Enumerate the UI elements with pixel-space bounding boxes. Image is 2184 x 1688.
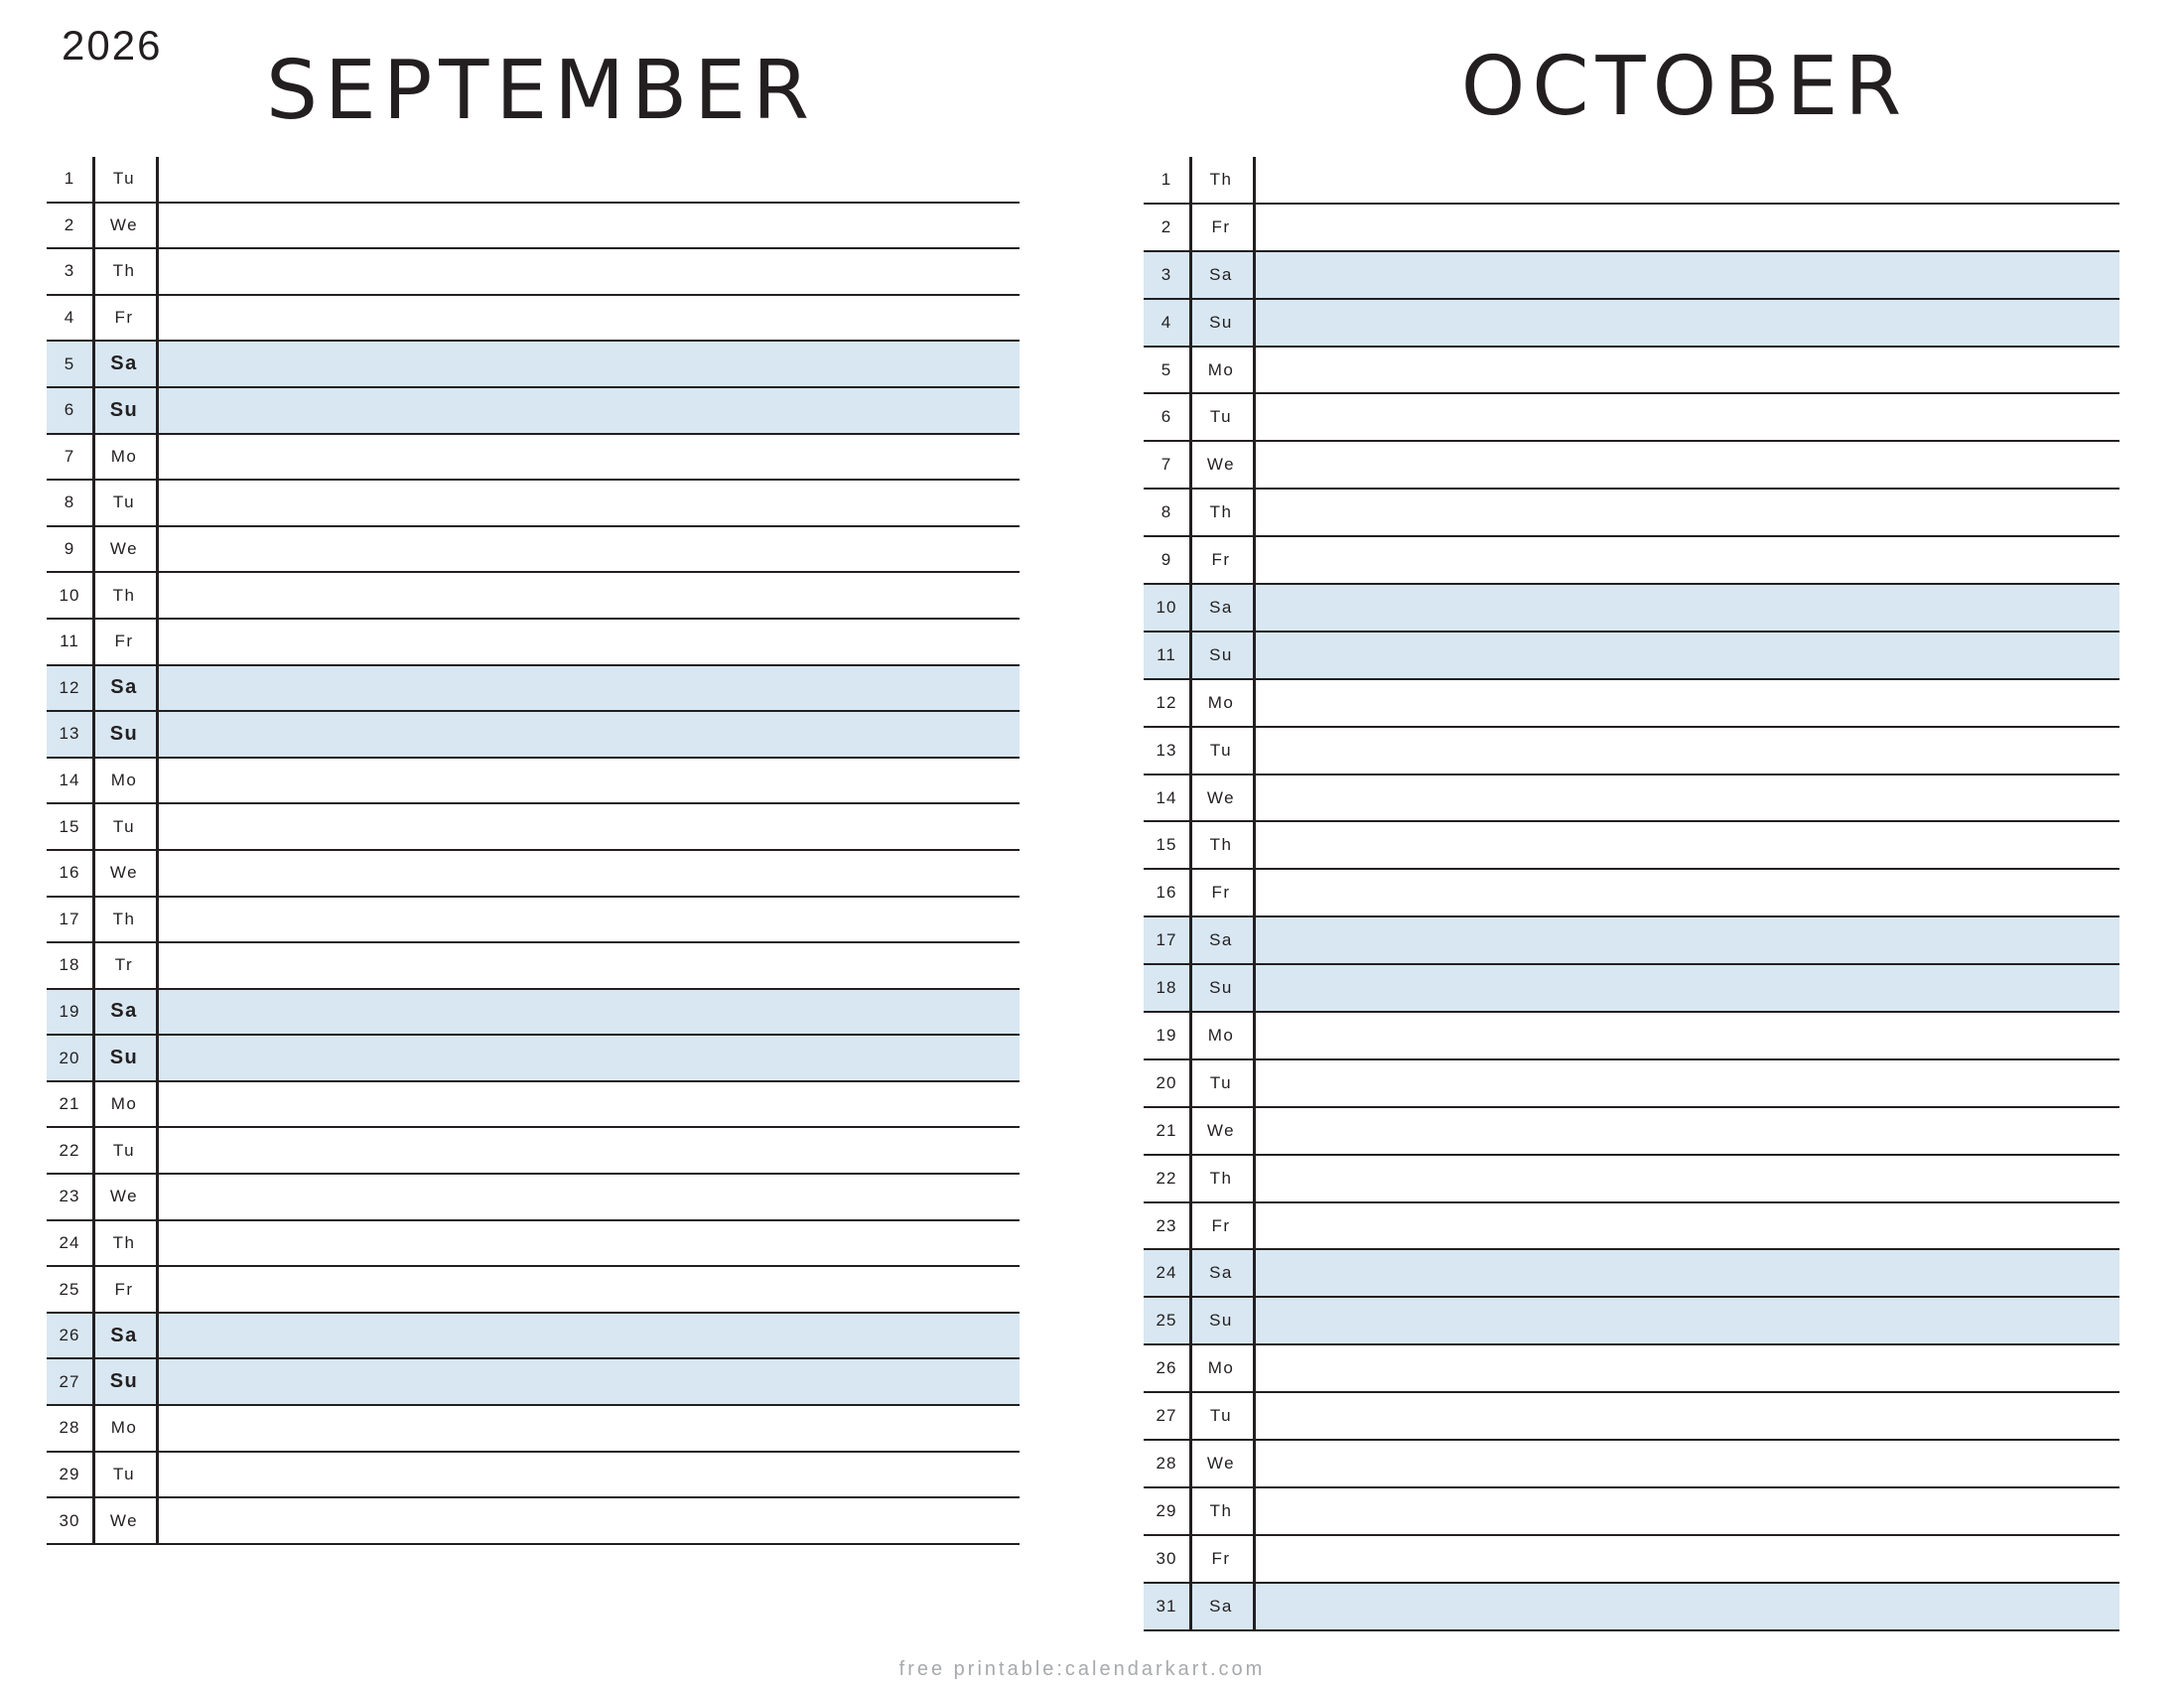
day-row[interactable] xyxy=(1144,1584,2119,1631)
day-number: 7 xyxy=(1160,455,1172,475)
day-number: 15 xyxy=(1156,835,1177,855)
day-of-week: Tu xyxy=(112,492,136,512)
notes-area[interactable] xyxy=(159,296,1020,341)
notes-area[interactable] xyxy=(159,388,1020,433)
day-of-week: Th xyxy=(112,909,136,928)
day-number: 11 xyxy=(60,632,79,651)
notes-area[interactable] xyxy=(1256,680,2119,726)
day-row[interactable] xyxy=(1144,1108,2119,1156)
day-of-week: We xyxy=(109,539,139,559)
month-title-september: SEPTEMBER xyxy=(266,44,816,138)
day-number: 5 xyxy=(64,353,75,373)
day-of-week: Tu xyxy=(112,1464,136,1483)
day-number: 29 xyxy=(59,1464,80,1483)
day-number: 6 xyxy=(1160,407,1172,427)
day-row[interactable] xyxy=(1144,585,2119,633)
day-of-week: Sa xyxy=(110,1324,138,1346)
day-number: 2 xyxy=(1160,216,1172,236)
notes-area[interactable] xyxy=(159,435,1020,480)
day-number: 4 xyxy=(1160,312,1172,332)
day-number: 21 xyxy=(59,1094,80,1114)
day-of-week: Fr xyxy=(114,1279,134,1299)
day-of-week: Su xyxy=(1209,644,1233,664)
day-row[interactable] xyxy=(47,759,1020,805)
day-of-week: Tu xyxy=(1209,740,1233,760)
day-row[interactable] xyxy=(1144,1203,2119,1251)
day-row[interactable] xyxy=(47,1221,1020,1268)
day-row[interactable] xyxy=(47,1359,1020,1406)
day-row[interactable] xyxy=(1144,157,2119,205)
day-of-week: Th xyxy=(112,1232,136,1252)
day-of-week: We xyxy=(1206,1453,1236,1473)
day-row[interactable] xyxy=(47,1498,1020,1545)
day-number: 26 xyxy=(59,1326,80,1345)
day-of-week: Fr xyxy=(1211,883,1231,903)
day-of-week: Th xyxy=(112,261,136,281)
day-number: 8 xyxy=(1160,502,1172,522)
day-of-week: Tu xyxy=(1209,1072,1233,1092)
day-row[interactable] xyxy=(47,1267,1020,1314)
day-number: 3 xyxy=(64,261,75,281)
notes-area[interactable] xyxy=(1256,965,2119,1011)
day-of-week: Fr xyxy=(114,308,134,328)
notes-area[interactable] xyxy=(159,712,1020,757)
day-number: 5 xyxy=(1160,359,1172,379)
notes-area[interactable] xyxy=(159,851,1020,896)
notes-area[interactable] xyxy=(159,481,1020,525)
day-row[interactable] xyxy=(1144,1393,2119,1441)
notes-area[interactable] xyxy=(159,1221,1020,1266)
day-number: 10 xyxy=(59,585,80,605)
day-number: 21 xyxy=(1156,1120,1177,1140)
day-number: 19 xyxy=(59,1001,80,1021)
day-of-week: Su xyxy=(109,722,139,745)
notes-area[interactable] xyxy=(1256,917,2119,963)
day-of-week: Sa xyxy=(1209,1596,1233,1616)
day-of-week: Sa xyxy=(1209,597,1233,617)
day-of-week: Su xyxy=(1209,1311,1233,1331)
day-of-week: Tu xyxy=(112,816,136,836)
day-of-week: Fr xyxy=(1211,216,1231,236)
day-number: 16 xyxy=(1156,883,1177,903)
day-number: 24 xyxy=(59,1232,80,1252)
notes-area[interactable] xyxy=(159,666,1020,711)
notes-area[interactable] xyxy=(1256,585,2119,631)
day-number: 2 xyxy=(64,214,75,234)
day-of-week: Tu xyxy=(112,169,136,189)
day-row[interactable] xyxy=(1144,1250,2119,1298)
day-number: 12 xyxy=(59,677,80,697)
day-number: 10 xyxy=(1156,597,1177,617)
notes-area[interactable] xyxy=(159,1082,1020,1127)
day-row[interactable] xyxy=(47,342,1020,388)
day-row[interactable] xyxy=(47,1082,1020,1129)
day-row[interactable] xyxy=(1144,917,2119,965)
day-of-week: Sa xyxy=(1209,1263,1233,1283)
month-grid-september xyxy=(47,157,1020,1545)
day-of-week: Mo xyxy=(1207,1025,1235,1045)
day-number: 26 xyxy=(1156,1358,1177,1378)
day-number: 6 xyxy=(64,400,75,420)
notes-area[interactable] xyxy=(1256,870,2119,915)
notes-area[interactable] xyxy=(1256,633,2119,678)
day-of-week: Tu xyxy=(112,1140,136,1160)
day-of-week: We xyxy=(109,1187,139,1206)
notes-area[interactable] xyxy=(159,1267,1020,1312)
day-number: 3 xyxy=(1160,264,1172,284)
day-row[interactable] xyxy=(47,1128,1020,1175)
day-number: 24 xyxy=(1156,1263,1177,1283)
notes-area[interactable] xyxy=(1256,1536,2119,1582)
notes-area[interactable] xyxy=(1256,1298,2119,1343)
day-of-week: Sa xyxy=(110,352,138,375)
day-of-week: We xyxy=(109,1510,139,1530)
day-of-week: Mo xyxy=(110,771,138,790)
day-of-week: We xyxy=(1206,787,1236,807)
day-number: 4 xyxy=(64,308,75,328)
notes-area[interactable] xyxy=(159,573,1020,618)
notes-area[interactable] xyxy=(1256,442,2119,488)
column-divider xyxy=(1189,157,1192,1631)
day-of-week: Mo xyxy=(110,1418,138,1438)
notes-area[interactable] xyxy=(1256,205,2119,250)
notes-area[interactable] xyxy=(159,1359,1020,1404)
notes-area[interactable] xyxy=(1256,537,2119,583)
day-row[interactable] xyxy=(47,1453,1020,1499)
day-row[interactable] xyxy=(1144,348,2119,395)
day-of-week: Su xyxy=(109,1370,139,1393)
day-of-week: Th xyxy=(1209,1500,1233,1520)
day-row[interactable] xyxy=(47,620,1020,666)
day-number: 30 xyxy=(59,1510,80,1530)
column-divider xyxy=(156,157,159,1545)
day-row[interactable] xyxy=(1144,442,2119,490)
month-grid-october xyxy=(1144,157,2119,1631)
day-number: 20 xyxy=(59,1048,80,1067)
day-number: 19 xyxy=(1156,1025,1177,1045)
day-of-week: Su xyxy=(1209,978,1233,998)
day-number: 27 xyxy=(1156,1406,1177,1426)
notes-area[interactable] xyxy=(1256,1488,2119,1534)
notes-area[interactable] xyxy=(1256,1441,2119,1486)
day-row[interactable] xyxy=(1144,680,2119,728)
day-row[interactable] xyxy=(1144,1060,2119,1108)
day-of-week: Th xyxy=(1209,835,1233,855)
day-of-week: Tu xyxy=(1209,407,1233,427)
day-row[interactable] xyxy=(1144,1013,2119,1060)
day-number: 9 xyxy=(64,539,75,559)
day-of-week: Th xyxy=(1209,169,1233,189)
day-row[interactable] xyxy=(1144,965,2119,1013)
notes-area[interactable] xyxy=(159,620,1020,664)
column-divider xyxy=(92,157,95,1545)
day-row[interactable] xyxy=(1144,205,2119,252)
day-row[interactable] xyxy=(47,481,1020,527)
day-row[interactable] xyxy=(47,898,1020,944)
notes-area[interactable] xyxy=(1256,394,2119,440)
day-number: 20 xyxy=(1156,1072,1177,1092)
day-row[interactable] xyxy=(1144,300,2119,348)
day-row[interactable] xyxy=(47,1175,1020,1221)
day-of-week: We xyxy=(1206,455,1236,475)
notes-area[interactable] xyxy=(1256,1203,2119,1249)
day-number: 1 xyxy=(1160,169,1172,189)
notes-area[interactable] xyxy=(159,759,1020,803)
notes-area[interactable] xyxy=(159,204,1020,248)
notes-area[interactable] xyxy=(159,804,1020,849)
day-number: 29 xyxy=(1156,1500,1177,1520)
day-row[interactable] xyxy=(47,712,1020,759)
day-row[interactable] xyxy=(47,1406,1020,1453)
day-of-week: Tr xyxy=(114,955,134,975)
day-row[interactable] xyxy=(47,527,1020,574)
day-row[interactable] xyxy=(1144,870,2119,917)
day-number: 17 xyxy=(59,909,80,928)
notes-area[interactable] xyxy=(159,1036,1020,1080)
footer-credit: free printable:calendarkart.com xyxy=(898,1658,1266,1680)
day-row[interactable] xyxy=(47,388,1020,435)
day-row[interactable] xyxy=(47,804,1020,851)
day-number: 1 xyxy=(64,169,75,189)
day-row[interactable] xyxy=(47,573,1020,620)
day-of-week: Sa xyxy=(1209,264,1233,284)
notes-area[interactable] xyxy=(159,342,1020,386)
day-of-week: Mo xyxy=(1207,692,1235,712)
day-of-week: Su xyxy=(1209,312,1233,332)
notes-area[interactable] xyxy=(159,527,1020,572)
day-of-week: Sa xyxy=(110,676,138,699)
notes-area[interactable] xyxy=(1256,490,2119,535)
day-number: 9 xyxy=(1160,550,1172,570)
notes-area[interactable] xyxy=(159,1406,1020,1451)
day-number: 25 xyxy=(59,1279,80,1299)
day-row[interactable] xyxy=(47,157,1020,204)
day-number: 22 xyxy=(1156,1168,1177,1188)
month-title-october: OCTOBER xyxy=(1460,40,1909,134)
day-of-week: Sa xyxy=(110,1000,138,1023)
day-of-week: Fr xyxy=(114,632,134,651)
day-row[interactable] xyxy=(1144,1536,2119,1584)
day-row[interactable] xyxy=(1144,1488,2119,1536)
notes-area[interactable] xyxy=(159,1314,1020,1358)
day-number: 13 xyxy=(59,724,80,744)
day-number: 14 xyxy=(1156,787,1177,807)
day-number: 28 xyxy=(59,1418,80,1438)
notes-area[interactable] xyxy=(159,1498,1020,1543)
day-row[interactable] xyxy=(1144,1298,2119,1345)
day-row[interactable] xyxy=(1144,728,2119,775)
day-row[interactable] xyxy=(47,249,1020,296)
notes-area[interactable] xyxy=(159,943,1020,988)
day-number: 23 xyxy=(59,1187,80,1206)
notes-area[interactable] xyxy=(1256,1108,2119,1154)
notes-area[interactable] xyxy=(159,249,1020,294)
day-number: 16 xyxy=(59,863,80,883)
day-number: 30 xyxy=(1156,1548,1177,1568)
day-of-week: We xyxy=(109,214,139,234)
notes-area[interactable] xyxy=(1256,252,2119,298)
day-row[interactable] xyxy=(1144,490,2119,537)
day-of-week: Su xyxy=(109,1047,139,1069)
notes-area[interactable] xyxy=(1256,728,2119,774)
column-divider xyxy=(1253,157,1256,1631)
notes-area[interactable] xyxy=(1256,1060,2119,1106)
day-number: 18 xyxy=(59,955,80,975)
day-row[interactable] xyxy=(1144,1345,2119,1393)
day-number: 15 xyxy=(59,816,80,836)
day-of-week: Tu xyxy=(1209,1406,1233,1426)
day-row[interactable] xyxy=(1144,394,2119,442)
notes-area[interactable] xyxy=(159,157,1020,202)
day-of-week: Mo xyxy=(110,1094,138,1114)
day-row[interactable] xyxy=(47,943,1020,990)
day-row[interactable] xyxy=(47,204,1020,250)
day-number: 17 xyxy=(1156,930,1177,950)
day-row[interactable] xyxy=(1144,775,2119,823)
notes-area[interactable] xyxy=(159,1453,1020,1497)
notes-area[interactable] xyxy=(159,1175,1020,1219)
notes-area[interactable] xyxy=(1256,1013,2119,1058)
day-number: 14 xyxy=(59,771,80,790)
day-number: 8 xyxy=(64,492,75,512)
day-of-week: Th xyxy=(112,585,136,605)
notes-area[interactable] xyxy=(1256,822,2119,868)
notes-area[interactable] xyxy=(159,1128,1020,1173)
day-row[interactable] xyxy=(1144,822,2119,870)
day-row[interactable] xyxy=(47,296,1020,343)
notes-area[interactable] xyxy=(159,990,1020,1035)
notes-area[interactable] xyxy=(1256,1345,2119,1391)
year-label: 2026 xyxy=(62,22,163,69)
notes-area[interactable] xyxy=(1256,1156,2119,1201)
day-number: 22 xyxy=(59,1140,80,1160)
notes-area[interactable] xyxy=(1256,157,2119,203)
day-number: 28 xyxy=(1156,1453,1177,1473)
day-row[interactable] xyxy=(1144,252,2119,300)
day-number: 13 xyxy=(1156,740,1177,760)
day-number: 18 xyxy=(1156,978,1177,998)
notes-area[interactable] xyxy=(1256,300,2119,346)
day-number: 31 xyxy=(1156,1596,1177,1616)
day-of-week: Mo xyxy=(1207,1358,1235,1378)
notes-area[interactable] xyxy=(1256,348,2119,393)
day-of-week: We xyxy=(109,863,139,883)
day-row[interactable] xyxy=(1144,537,2119,585)
day-of-week: Th xyxy=(1209,502,1233,522)
day-row[interactable] xyxy=(1144,1156,2119,1203)
day-row[interactable] xyxy=(47,666,1020,713)
day-of-week: Mo xyxy=(110,446,138,466)
notes-area[interactable] xyxy=(1256,775,2119,821)
day-of-week: Fr xyxy=(1211,550,1231,570)
notes-area[interactable] xyxy=(1256,1250,2119,1296)
day-number: 23 xyxy=(1156,1215,1177,1235)
day-row[interactable] xyxy=(1144,633,2119,680)
day-number: 25 xyxy=(1156,1311,1177,1331)
day-number: 11 xyxy=(1157,644,1176,664)
day-of-week: Sa xyxy=(1209,930,1233,950)
day-number: 7 xyxy=(64,446,75,466)
notes-area[interactable] xyxy=(1256,1393,2119,1439)
day-row[interactable] xyxy=(47,851,1020,898)
day-row[interactable] xyxy=(47,1314,1020,1360)
day-row[interactable] xyxy=(47,435,1020,482)
day-number: 27 xyxy=(59,1371,80,1391)
day-of-week: We xyxy=(1206,1120,1236,1140)
day-of-week: Fr xyxy=(1211,1548,1231,1568)
day-row[interactable] xyxy=(47,1036,1020,1082)
notes-area[interactable] xyxy=(159,898,1020,942)
day-number: 12 xyxy=(1156,692,1177,712)
day-of-week: Su xyxy=(109,398,139,421)
day-of-week: Mo xyxy=(1207,359,1235,379)
day-of-week: Th xyxy=(1209,1168,1233,1188)
day-row[interactable] xyxy=(47,990,1020,1037)
day-of-week: Fr xyxy=(1211,1215,1231,1235)
notes-area[interactable] xyxy=(1256,1584,2119,1629)
day-row[interactable] xyxy=(1144,1441,2119,1488)
